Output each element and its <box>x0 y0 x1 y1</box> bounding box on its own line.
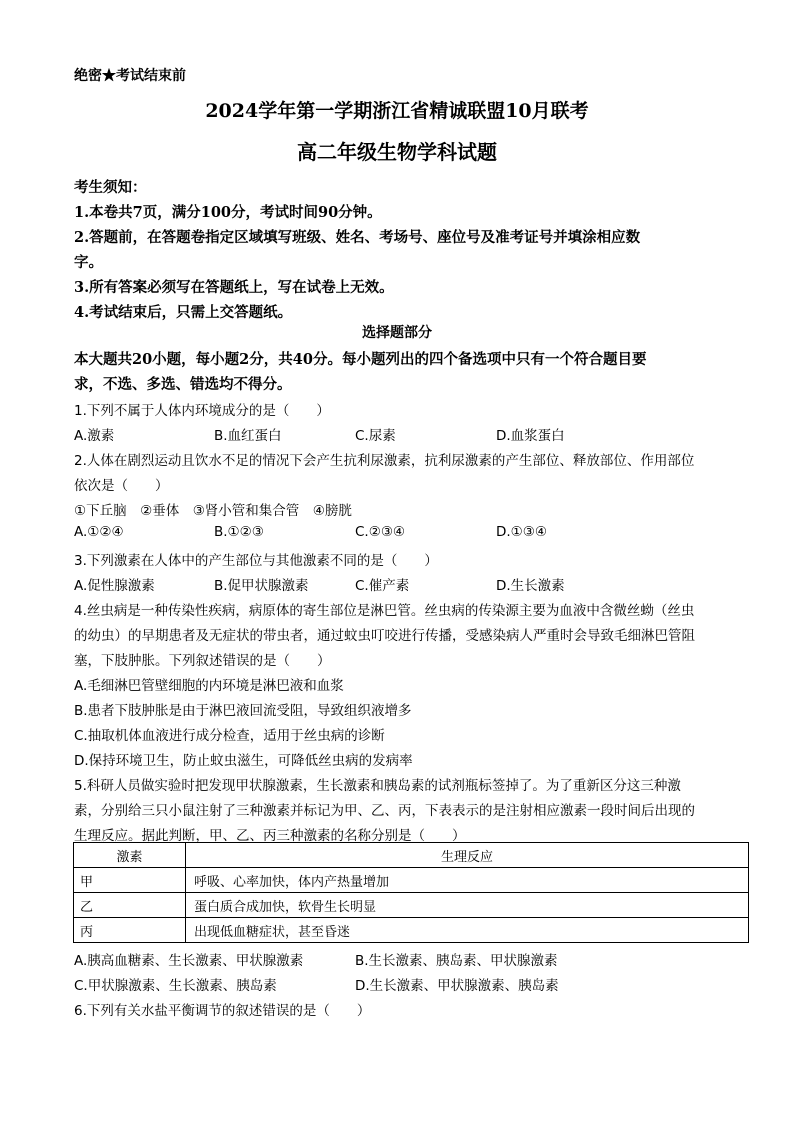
section-title: 选择题部分 <box>362 325 432 341</box>
table-row <box>74 893 749 918</box>
q5-option-b: B.生长激素、胰岛素、甲状腺激素 <box>355 953 558 969</box>
q1-option-c: C.尿素 <box>355 428 396 444</box>
section-intro: 本大题共20小题，每小题2分，共40分。每小题列出的四个备选项中只有一个符合题目要 <box>74 351 647 368</box>
exam-subtitle: 高二年级生物学科试题 <box>297 140 497 164</box>
question-5-stem: 5.科研人员做实验时把发现甲状腺激素，生长激素和胰岛素的试剂瓶标签掉了。为了重新区分这三种激 <box>74 778 681 794</box>
q5-option-c: C.甲状腺激素、生长激素、胰岛素 <box>74 978 277 994</box>
q2-option-c: C.②③④ <box>355 524 406 540</box>
exam-title: 2024学年第一学期浙江省精诚联盟10月联考 <box>205 100 589 122</box>
q4-option-a: A.毛细淋巴管壁细胞的内环境是淋巴液和血浆 <box>74 678 344 694</box>
table-header-row <box>74 843 749 868</box>
table-header-response: 生理反应 <box>186 843 749 868</box>
notice-item-2: 2.答题前，在答题卷指定区域填写班级、姓名、考场号、座位号及准考证号并填涂相应数 <box>74 229 641 246</box>
table-row <box>74 918 749 943</box>
table-cell-response: 呼吸、心率加快，体内产热量增加 <box>186 868 749 893</box>
q1-option-a: A.激素 <box>74 428 115 444</box>
notice-item-2-cont: 字。 <box>74 254 103 271</box>
table-cell-hormone: 乙 <box>74 893 186 918</box>
q3-option-c: C.催产素 <box>355 578 410 594</box>
q4-option-d: D.保持环境卫生，防止蚊虫滋生，可降低丝虫病的发病率 <box>74 753 413 769</box>
q2-option-b: B.①②③ <box>214 524 264 540</box>
confidential-label: 绝密★考试结束前 <box>74 68 186 84</box>
question-6-stem: 6.下列有关水盐平衡调节的叙述错误的是（ ） <box>74 1003 371 1019</box>
q4-option-b: B.患者下肢肿胀是由于淋巴液回流受阻，导致组织液增多 <box>74 703 412 719</box>
q2-option-d: D.①③④ <box>496 524 547 540</box>
q1-option-d: D.血浆蛋白 <box>496 428 565 444</box>
section-intro-cont: 求，不选、多选、错选均不得分。 <box>74 376 292 393</box>
question-3-stem: 3.下列激素在人体中的产生部位与其他激素不同的是（ ） <box>74 553 438 569</box>
q5-option-d: D.生长激素、甲状腺激素、胰岛素 <box>355 978 559 994</box>
question-2-stem: 2.人体在剧烈运动且饮水不足的情况下会产生抗利尿激素，抗利尿激素的产生部位、释放部位、作用部位 <box>74 453 695 469</box>
notice-item-3: 3.所有答案必须写在答题纸上，写在试卷上无效。 <box>74 279 394 296</box>
q3-option-b: B.促甲状腺激素 <box>214 578 309 594</box>
question-5-stem-cont-1: 素，分别给三只小鼠注射了三种激素并标记为甲、乙、丙，下表表示的是注射相应激素一段时间后出现的 <box>74 803 695 819</box>
question-4-stem: 4.丝虫病是一种传染性疾病，病原体的寄生部位是淋巴管。丝虫病的传染源主要为血液中含微丝蚴（丝虫 <box>74 603 695 619</box>
notice-item-4: 4.考试结束后，只需上交答题纸。 <box>74 304 293 321</box>
table-cell-hormone: 丙 <box>74 918 186 943</box>
table-cell-response: 出现低血糖症状，甚至昏迷 <box>186 918 749 943</box>
q4-option-c: C.抽取机体血液进行成分检查，适用于丝虫病的诊断 <box>74 728 385 744</box>
question-1-stem: 1.下列不属于人体内环境成分的是（ ） <box>74 403 330 419</box>
notice-heading: 考生须知： <box>74 179 147 196</box>
q2-option-a: A.①②④ <box>74 524 124 540</box>
question-2-items: ①下丘脑 ②垂体 ③肾小管和集合管 ④膀胱 <box>74 503 352 519</box>
question-2-stem-cont: 依次是（ ） <box>74 478 169 494</box>
q3-option-a: A.促性腺激素 <box>74 578 155 594</box>
question-4-stem-cont-1: 的幼虫）的早期患者及无症状的带虫者，通过蚊虫叮咬进行传播，受感染病人严重时会导致毛细淋巴管阻 <box>74 628 695 644</box>
table-cell-response: 蛋白质合成加快，软骨生长明显 <box>186 893 749 918</box>
hormone-table <box>73 842 749 943</box>
q5-option-a: A.胰高血糖素、生长激素、甲状腺激素 <box>74 953 304 969</box>
question-5-stem-cont-2: 生理反应。据此判断，甲、乙、丙三种激素的名称分别是（ ） <box>74 828 466 844</box>
table-cell-hormone: 甲 <box>74 868 186 893</box>
question-4-stem-cont-2: 塞，下肢肿胀。下列叙述错误的是（ ） <box>74 653 331 669</box>
table-row <box>74 868 749 893</box>
q3-option-d: D.生长激素 <box>496 578 565 594</box>
q1-option-b: B.血红蛋白 <box>214 428 282 444</box>
table-header-hormone: 激素 <box>74 843 186 868</box>
notice-item-1: 1.本卷共7页，满分100分，考试时间90分钟。 <box>74 204 382 221</box>
